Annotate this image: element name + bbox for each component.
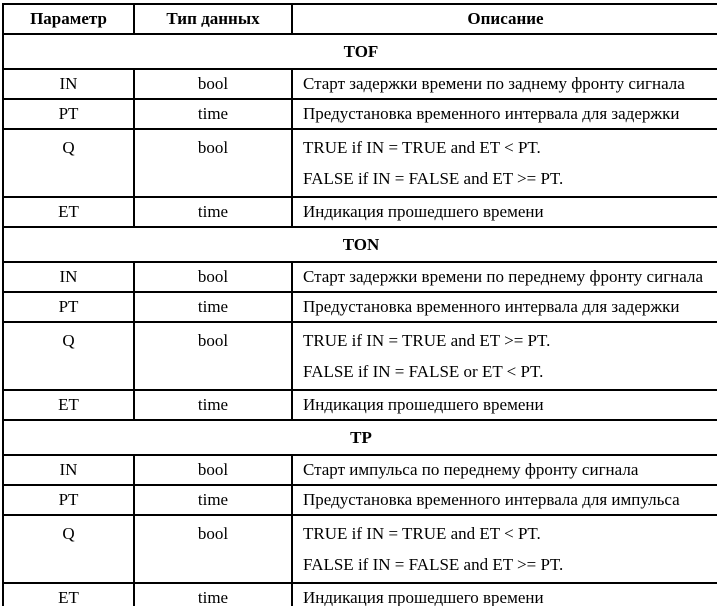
parameter-cell: Q (3, 322, 134, 390)
description-cell (292, 455, 717, 485)
description-line: Индикация прошедшего времени (303, 588, 544, 606)
table-row (3, 583, 717, 606)
table-row (3, 197, 717, 227)
timer-parameters-table (2, 3, 717, 606)
parameter-cell: ET (3, 390, 134, 420)
parameter-cell: ET (3, 583, 134, 606)
description-cell (292, 292, 717, 322)
description-cell (292, 129, 717, 197)
section-header-row (3, 420, 717, 455)
description-cell (292, 262, 717, 292)
table-row (3, 69, 717, 99)
data-type-cell: time (134, 99, 292, 129)
parameter-cell: IN (3, 69, 134, 99)
table-row (3, 322, 717, 390)
description-line: Индикация прошедшего времени (303, 395, 544, 414)
data-type-cell: time (134, 197, 292, 227)
description-cell (292, 69, 717, 99)
header-data-type: Тип данных (134, 4, 292, 34)
table-row (3, 262, 717, 292)
data-type-cell: time (134, 292, 292, 322)
parameter-cell: Q (3, 515, 134, 583)
data-type-cell: bool (134, 262, 292, 292)
description-cell (292, 322, 717, 390)
parameter-cell: PT (3, 292, 134, 322)
description-line: Старт задержки времени по заднему фронту сигнала (303, 74, 685, 93)
table-row (3, 515, 717, 583)
table-body (3, 34, 717, 606)
description-cell (292, 485, 717, 515)
parameter-cell: IN (3, 262, 134, 292)
description-line: Предустановка временного интервала для задержки (303, 104, 680, 123)
data-type-cell: time (134, 583, 292, 606)
data-type-cell: bool (134, 455, 292, 485)
description-line: FALSE if IN = FALSE and ET >= PT. (303, 555, 564, 574)
parameter-cell: PT (3, 485, 134, 515)
description-line: Предустановка временного интервала для импульса (303, 490, 680, 509)
description-line: FALSE if IN = FALSE and ET >= PT. (303, 169, 564, 188)
description-line: TRUE if IN = TRUE and ET < PT. (303, 138, 541, 157)
description-line: Старт задержки времени по переднему фронту сигнала (303, 267, 703, 286)
table-row (3, 129, 717, 197)
section-title: TON (3, 227, 717, 262)
description-line: Индикация прошедшего времени (303, 202, 544, 221)
table-row (3, 99, 717, 129)
table-row (3, 292, 717, 322)
table-header-row (3, 4, 717, 34)
description-cell (292, 99, 717, 129)
description-cell (292, 197, 717, 227)
description-line: Предустановка временного интервала для задержки (303, 297, 680, 316)
description-line: Старт импульса по переднему фронту сигнала (303, 460, 639, 479)
header-parameter: Параметр (3, 4, 134, 34)
table-row (3, 485, 717, 515)
data-type-cell: time (134, 390, 292, 420)
description-cell (292, 390, 717, 420)
section-header-row (3, 227, 717, 262)
parameter-cell: ET (3, 197, 134, 227)
header-description: Описание (292, 4, 717, 34)
table-row (3, 390, 717, 420)
data-type-cell: bool (134, 129, 292, 197)
description-line: TRUE if IN = TRUE and ET < PT. (303, 524, 541, 543)
parameter-cell: IN (3, 455, 134, 485)
description-cell (292, 583, 717, 606)
description-cell (292, 515, 717, 583)
table-row (3, 455, 717, 485)
description-line: TRUE if IN = TRUE and ET >= PT. (303, 331, 551, 350)
data-type-cell: time (134, 485, 292, 515)
data-type-cell: bool (134, 515, 292, 583)
description-line: FALSE if IN = FALSE or ET < PT. (303, 362, 544, 381)
section-title: TP (3, 420, 717, 455)
parameter-cell: Q (3, 129, 134, 197)
data-type-cell: bool (134, 69, 292, 99)
section-title: TOF (3, 34, 717, 69)
section-header-row (3, 34, 717, 69)
parameter-cell: PT (3, 99, 134, 129)
data-type-cell: bool (134, 322, 292, 390)
